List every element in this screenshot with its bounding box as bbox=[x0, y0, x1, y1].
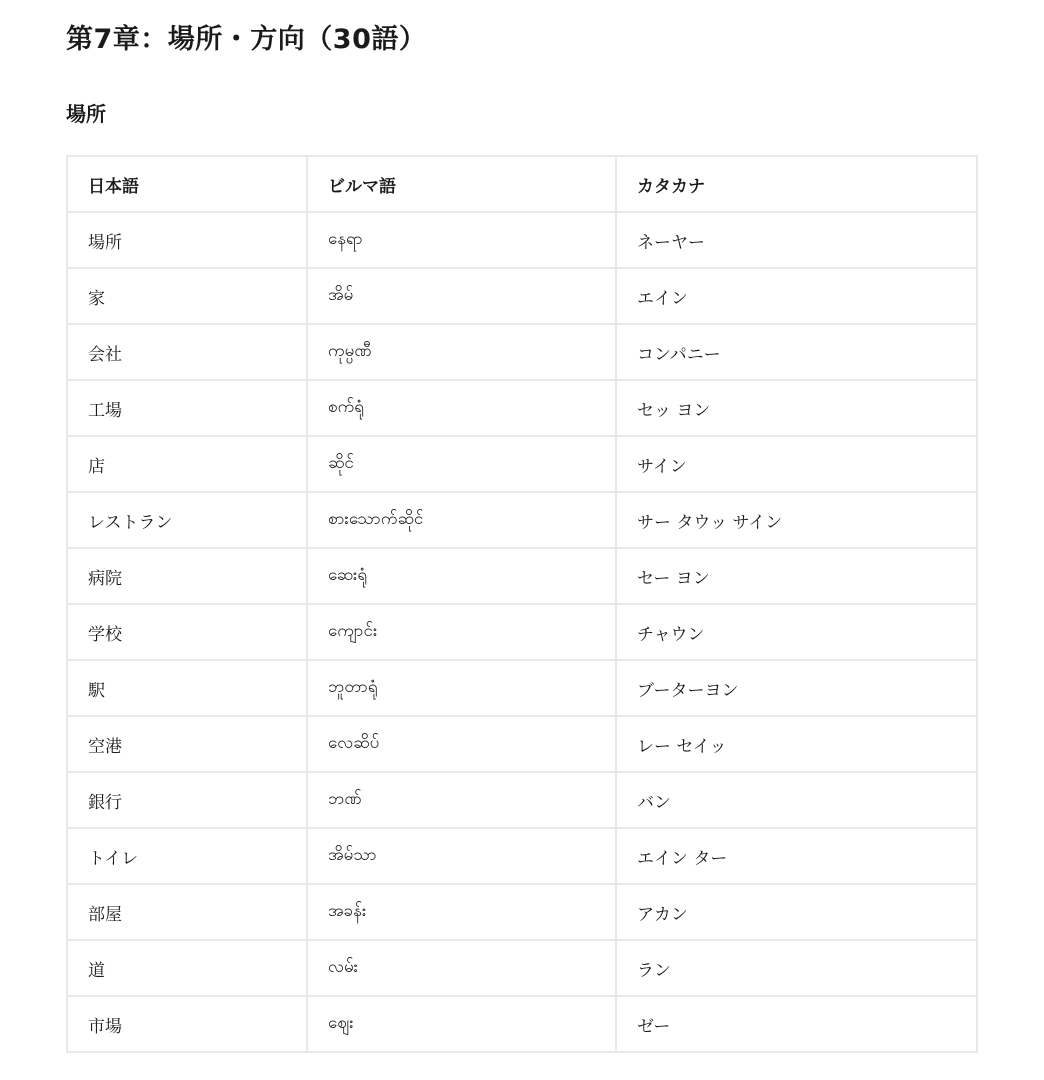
cell-burmese: ကျောင်း bbox=[307, 604, 616, 660]
cell-japanese: 市場 bbox=[67, 996, 307, 1052]
cell-burmese: လမ်း bbox=[307, 940, 616, 996]
cell-katakana: サイン bbox=[616, 436, 977, 492]
table-row bbox=[67, 548, 977, 604]
cell-katakana: サー タウッ サイン bbox=[616, 492, 977, 548]
table-row bbox=[67, 996, 977, 1052]
cell-katakana: エイン ター bbox=[616, 828, 977, 884]
cell-japanese: 病院 bbox=[67, 548, 307, 604]
table-row bbox=[67, 828, 977, 884]
cell-japanese: レストラン bbox=[67, 492, 307, 548]
cell-japanese: 空港 bbox=[67, 716, 307, 772]
cell-japanese: 銀行 bbox=[67, 772, 307, 828]
cell-burmese: လေဆိပ် bbox=[307, 716, 616, 772]
table-row bbox=[67, 492, 977, 548]
cell-japanese: 学校 bbox=[67, 604, 307, 660]
table-row bbox=[67, 380, 977, 436]
cell-burmese: ဘဏ် bbox=[307, 772, 616, 828]
cell-burmese: စက်ရုံ bbox=[307, 380, 616, 436]
cell-burmese: နေရာ bbox=[307, 212, 616, 268]
section-heading: 場所 bbox=[66, 102, 106, 126]
table-row bbox=[67, 324, 977, 380]
cell-japanese: トイレ bbox=[67, 828, 307, 884]
cell-burmese: ဈေး bbox=[307, 996, 616, 1052]
cell-katakana: ネーヤー bbox=[616, 212, 977, 268]
page-title: 第7章：場所・方向（30語） bbox=[66, 24, 427, 55]
table-row bbox=[67, 436, 977, 492]
header-japanese: 日本語 bbox=[67, 156, 307, 212]
cell-japanese: 駅 bbox=[67, 660, 307, 716]
cell-burmese: အိမ်သာ bbox=[307, 828, 616, 884]
cell-japanese: 家 bbox=[67, 268, 307, 324]
table-row bbox=[67, 660, 977, 716]
cell-japanese: 工場 bbox=[67, 380, 307, 436]
cell-katakana: レー セイッ bbox=[616, 716, 977, 772]
cell-katakana: コンパニー bbox=[616, 324, 977, 380]
table-row bbox=[67, 604, 977, 660]
cell-burmese: ဆိုင် bbox=[307, 436, 616, 492]
cell-burmese: အိမ် bbox=[307, 268, 616, 324]
table-row bbox=[67, 268, 977, 324]
cell-japanese: 会社 bbox=[67, 324, 307, 380]
table-row bbox=[67, 212, 977, 268]
cell-katakana: セッ ヨン bbox=[616, 380, 977, 436]
cell-burmese: ဘူတာရုံ bbox=[307, 660, 616, 716]
table-row bbox=[67, 884, 977, 940]
table-row bbox=[67, 716, 977, 772]
cell-burmese: ဆေးရုံ bbox=[307, 548, 616, 604]
table-header bbox=[67, 156, 977, 212]
cell-burmese: စားသောက်ဆိုင် bbox=[307, 492, 616, 548]
cell-katakana: ゼー bbox=[616, 996, 977, 1052]
table-row bbox=[67, 940, 977, 996]
cell-katakana: セー ヨン bbox=[616, 548, 977, 604]
header-burmese: ビルマ語 bbox=[307, 156, 616, 212]
header-katakana: カタカナ bbox=[616, 156, 977, 212]
table-body bbox=[67, 212, 977, 1052]
cell-japanese: 店 bbox=[67, 436, 307, 492]
cell-katakana: アカン bbox=[616, 884, 977, 940]
cell-katakana: ラン bbox=[616, 940, 977, 996]
cell-katakana: チャウン bbox=[616, 604, 977, 660]
cell-katakana: エイン bbox=[616, 268, 977, 324]
cell-katakana: バン bbox=[616, 772, 977, 828]
cell-japanese: 道 bbox=[67, 940, 307, 996]
vocabulary-table bbox=[66, 155, 978, 1053]
cell-japanese: 部屋 bbox=[67, 884, 307, 940]
table-header-row bbox=[67, 156, 977, 212]
cell-burmese: ကုမ္ပဏီ bbox=[307, 324, 616, 380]
cell-katakana: ブーターヨン bbox=[616, 660, 977, 716]
cell-japanese: 場所 bbox=[67, 212, 307, 268]
cell-burmese: အခန်း bbox=[307, 884, 616, 940]
table-row bbox=[67, 772, 977, 828]
